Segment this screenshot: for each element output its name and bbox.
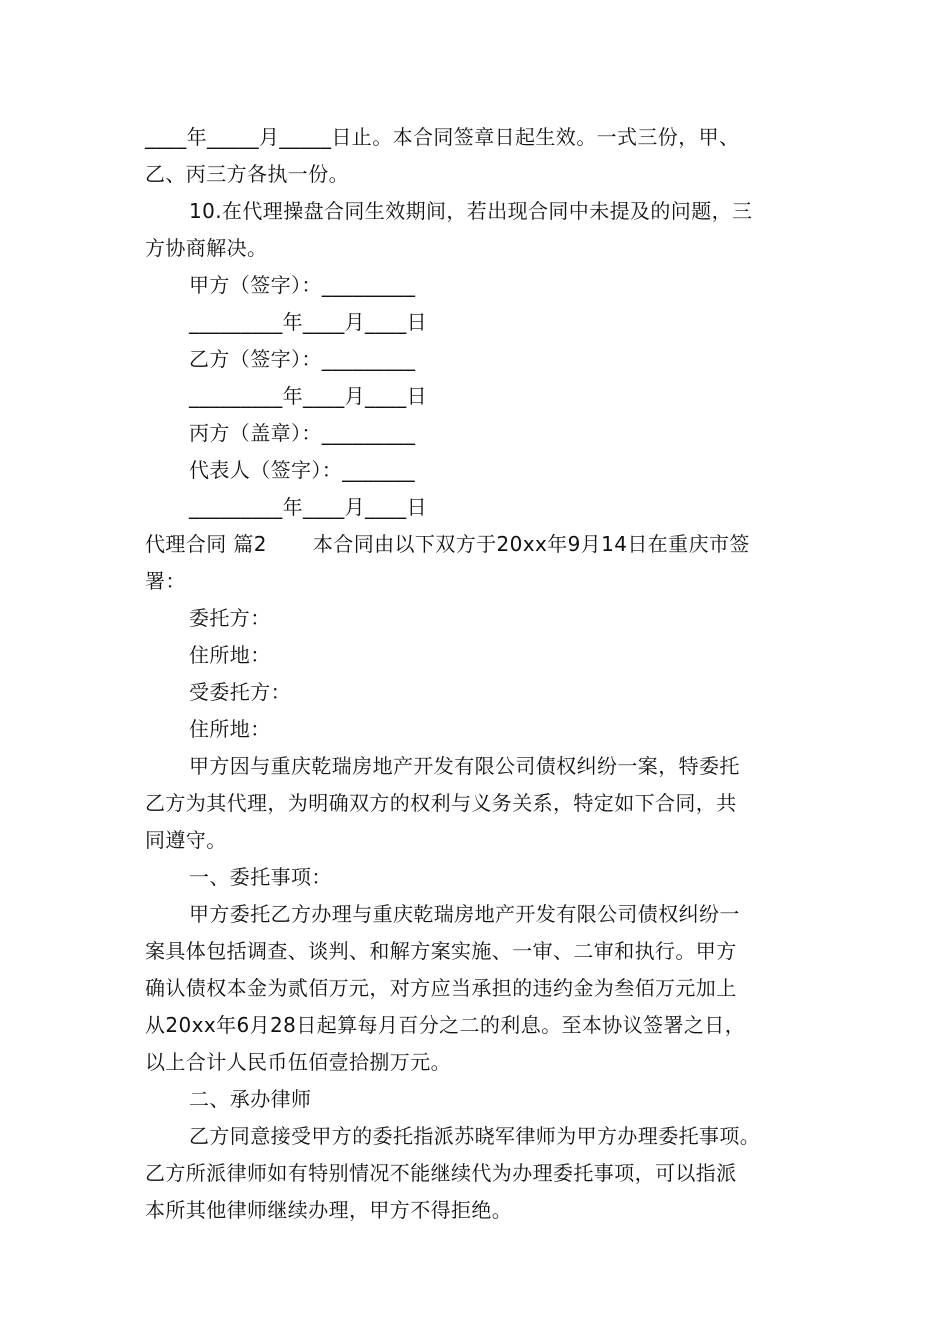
clause-heading: 一、委托事项： <box>189 865 332 889</box>
seal-line: 丙方（盖章）：_________ <box>189 421 416 445</box>
text-line: 乙方所派律师如有特别情况不能继续代为办理委托事项，可以指派 <box>145 1161 737 1185</box>
signature-line: 乙方（签字）：_________ <box>189 347 416 371</box>
text-line: 确认债权本金为贰佰万元，对方应当承担的违约金为叁佰万元加上 <box>145 976 737 1000</box>
signature-line: 甲方（签字）：_________ <box>189 273 416 297</box>
text-line: 甲方因与重庆乾瑞房地产开发有限公司债权纠纷一案，特委托 <box>189 754 740 778</box>
text-line: 甲方委托乙方办理与重庆乾瑞房地产开发有限公司债权纠纷一 <box>189 902 740 926</box>
signature-line: 代表人（签字）：_______ <box>189 458 415 482</box>
text-line: 乙方为其代理，为明确双方的权利与义务关系，特定如下合同，共 <box>145 791 737 815</box>
date-line: _________年____月____日 <box>189 310 427 334</box>
text-line: 本所其他律师继续办理，甲方不得拒绝。 <box>145 1198 513 1222</box>
text-line: 乙方同意接受甲方的委托指派苏晓军律师为甲方办理委托事项。 <box>189 1124 761 1148</box>
clause-heading: 二、承办律师 <box>189 1087 312 1111</box>
text-line: 案具体包括调查、谈判、和解方案实施、一审、二审和执行。甲方 <box>145 939 737 963</box>
party-field: 委托方： <box>189 606 271 630</box>
party-field: 住所地： <box>189 643 271 667</box>
text-line: 以上合计人民币伍佰壹拾捌万元。 <box>145 1050 451 1074</box>
section-intro: 本合同由以下双方于20xx年9月14日在重庆市签 <box>312 532 750 556</box>
date-line: _________年____月____日 <box>189 384 427 408</box>
text-line: 10.在代理操盘合同生效期间，若出现合同中未提及的问题，三 <box>189 199 753 223</box>
date-line: _________年____月____日 <box>189 495 427 519</box>
section-heading-line <box>0 530 950 558</box>
text-line: 从20xx年6月28日起算每月百分之二的利息。至本协议签署之日， <box>145 1013 746 1037</box>
text-line: ____年_____月_____日止。本合同签章日起生效。一式三份，甲、 <box>145 125 740 149</box>
text-line: 乙、丙三方各执一份。 <box>145 162 349 186</box>
text-line: 方协商解决。 <box>145 236 268 260</box>
party-field: 受委托方： <box>189 680 291 704</box>
text-line: 署： <box>145 569 186 593</box>
party-field: 住所地： <box>189 717 271 741</box>
section-heading: 代理合同 篇2 <box>145 532 267 556</box>
text-line: 同遵守。 <box>145 828 227 852</box>
